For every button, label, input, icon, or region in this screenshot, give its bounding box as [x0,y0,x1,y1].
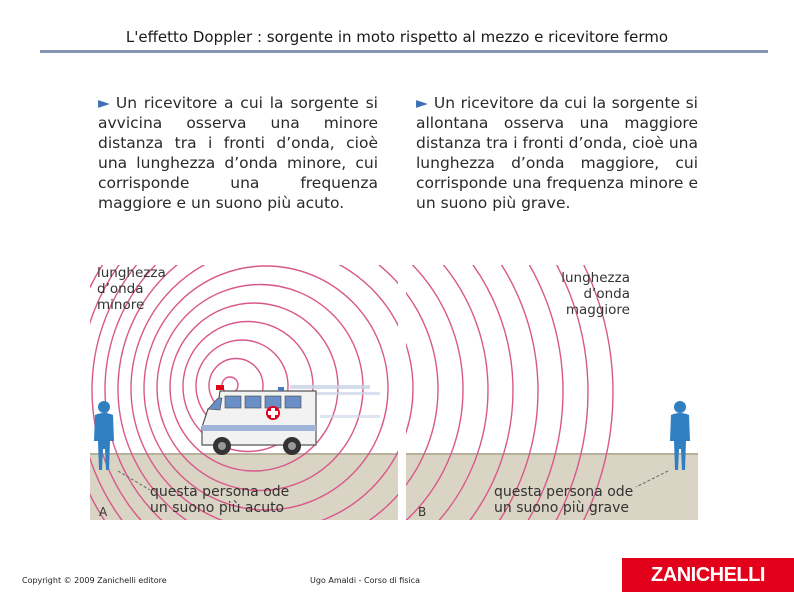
bullet-arrow-icon: ► [98,94,110,112]
wavefront-circle [406,265,413,520]
description-b [416,93,698,213]
wavelength-label-a-line1: lunghezza [97,265,166,281]
bullet-arrow-icon: ► [416,94,428,112]
wavelength-label-a-line3: minore [97,297,145,313]
description-a-text: Un ricevitore a cui la sorgente si avvicina osserva una minore distanza tra i fronti d’onda, cioè una lunghezza d’onda minore, cui corrisponde una frequenza maggiore e un suono più acuto. [98,94,378,212]
figure-panel-a [90,265,398,520]
wavefront-circle [406,265,463,520]
caption-b [494,484,633,516]
figure-panel-b [406,265,698,520]
copyright-text: Copyright © 2009 Zanichelli editore [22,576,167,585]
ambulance-icon [202,385,380,455]
description-a [98,93,378,213]
wavelength-label-b-line2: d’onda [583,286,630,302]
caption-a-line2: un suono più acuto [150,500,285,516]
zanichelli-logo: ZANICHELLI [622,558,794,592]
wavefront-circle [406,265,488,520]
wavelength-label-b-line1: lunghezza [561,270,630,286]
title-underline [40,50,768,53]
panel-letter-a: A [99,505,108,519]
description-b-text: Un ricevitore da cui la sorgente si allontana osserva una maggiore distanza tra i fronti d’onda, cioè una lunghezza d’onda maggiore, cui corrisponde una frequenza minore e un suono più grave. [416,94,698,212]
wavefronts-b [406,265,698,520]
caption-a-line1: questa persona ode [150,484,290,500]
panel-letter-b: B [418,505,427,519]
caption-b-line1: questa persona ode [494,484,634,500]
slide-title: L'effetto Doppler : sorgente in moto rispetto al mezzo e ricevitore fermo [125,28,669,46]
wavefront-circle [406,265,538,520]
wavefront-circle [406,265,513,520]
wavelength-label-b [556,270,630,318]
listener-person-icon [670,401,690,470]
caption-b-line2: un suono più grave [494,500,630,516]
wavelength-label-b-line3: maggiore [565,302,630,318]
caption-a [150,484,289,516]
wavelength-label-a [97,265,166,313]
wavefront-circle [406,265,438,520]
course-text: Ugo Amaldi - Corso di fisica [310,576,420,585]
wavefront-circle [406,265,563,520]
wavelength-label-a-line2: d’onda [97,281,144,297]
